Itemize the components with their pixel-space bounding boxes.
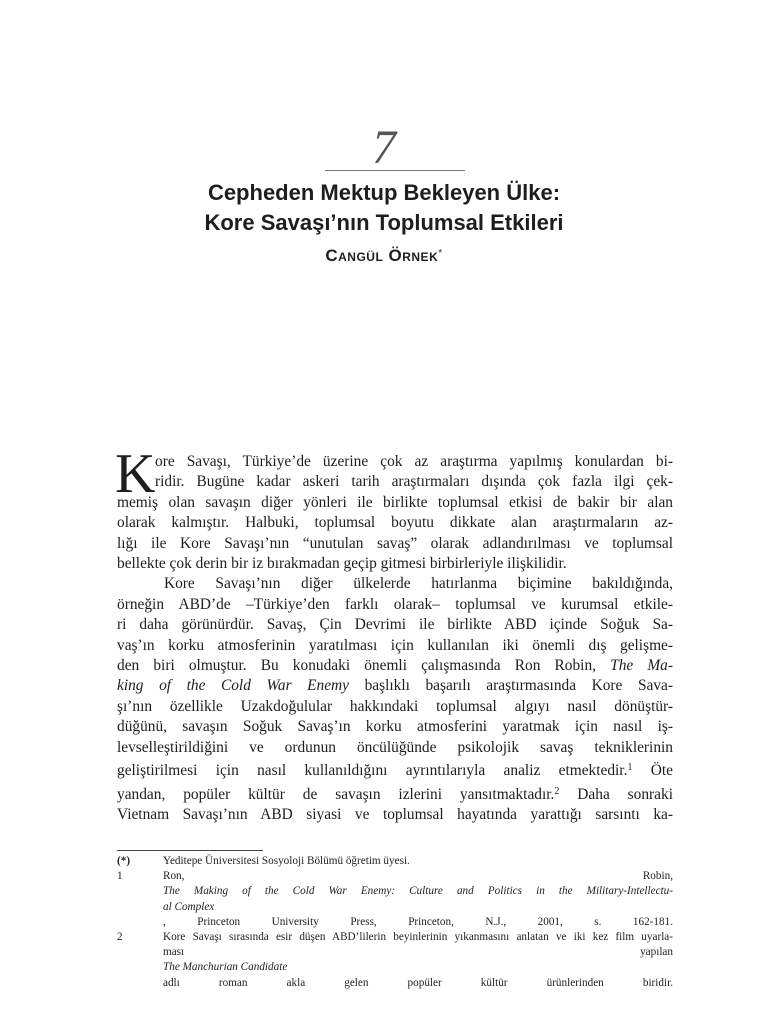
paragraph-1-line-1: ore Savaşı, Türkiye’de üzerine çok az araştırma yapılmış konulardan bi- [155, 453, 673, 470]
line-text: yandan, popüler kültür de savaşın izlerini yansıtmaktadır. [117, 785, 555, 803]
footnote-mark: (*) [117, 855, 131, 867]
footnote-body [163, 930, 673, 991]
paragraph-2-line-9: levselleştirildiğini ve ordunun öncülüğünde psikolojik savaş tekniklerinin [117, 738, 673, 756]
line-text: Daha sonraki [559, 785, 673, 803]
paragraph-2-line-2: örneğin ABD’de –Türkiye’den farklı olarak– toplumsal ve kurumsal etkile- [117, 595, 673, 613]
footnote-mark: 2 [117, 931, 123, 944]
author-name: Cangül Örnek [325, 246, 439, 265]
footnote-1 [117, 869, 673, 930]
line-text: geliştirilmesi için nasıl kullanıldığını ayrıntılarıyla analiz etmektedir. [117, 762, 628, 780]
paragraph-2-line-11 [117, 782, 673, 805]
paragraph-2-line-4: vaş’ın korku atmosferinin yaratılması için kullanılan iki önemli dış gelişme- [117, 636, 673, 654]
footnote-line [163, 945, 673, 991]
paragraph-2-line-8: düğünü, savaşın Soğuk Savaş’ın korku atmosferini yaratmak için nasıl iş- [117, 718, 673, 736]
footnote-ref-2: 2 [554, 785, 560, 797]
chapter-title-line-1: Cepheden Mektup Bekleyen Ülke: [207, 180, 561, 205]
paragraph-1-line-4: olarak kalmıştır. Halbuki, toplumsal boyutu dikkate alan araştırmaların az- [117, 514, 673, 532]
footnote-body [163, 869, 673, 930]
footnote-line [163, 869, 673, 899]
chapter-number: 7 [372, 121, 396, 174]
paragraph-2-line-10 [117, 758, 673, 781]
line-text: başlıklı başarılı araştırmasında Kore Sava- [349, 677, 673, 695]
chapter-number-rule [325, 170, 465, 171]
line-text: den biri olmuştur. Bu konudaki önemli çalışmasında Ron Robin, [117, 657, 611, 675]
line-text: Ron, Robin, [163, 870, 673, 883]
author-byline [0, 246, 768, 266]
footnote-2 [117, 930, 673, 991]
footnote-rule [117, 850, 263, 851]
footnote-mark: 1 [117, 870, 123, 883]
chapter-title [0, 178, 768, 238]
paragraph-2-line-6 [117, 676, 673, 696]
chapter-title-line-2: Kore Savaşı’nın Toplumsal Etkileri [204, 210, 564, 235]
line-text: adlı roman akla gelen popüler kültür ürünlerinden biridir. [163, 976, 673, 989]
paragraph-1-line-3: memiş olan savaşın diğer yönleri ile birlikte toplumsal etkisi de bakir bir alan [117, 493, 673, 511]
book-title-italic: The Manchurian Candidate [163, 961, 288, 974]
paragraph-2-line-12: Vietnam Savaşı’nın ABD siyasi ve toplumsal hayatında yarattığı sarsıntı ka- [117, 805, 673, 823]
paragraph-1-line-2: ridir. Bugüne kadar askeri tarih araştırmaları dışında çok fazla ilgi çek- [155, 473, 673, 491]
paragraph-2-line-1: Kore Savaşı’nın diğer ülkelerde hatırlanma biçimine bakıldığında, [164, 575, 673, 593]
book-title-italic: king of the Cold War Enemy [117, 677, 349, 695]
paragraph-1-line-5: lığı ile Kore Savaşı’nın “unutulan savaş” olarak adlandırılması ve toplumsal [117, 534, 673, 552]
book-title-italic: The Making of the Cold War Enemy: Culture and Politics in the Military-Intellectu- [163, 885, 673, 898]
paragraph-1-line-6: bellekte çok derin bir iz bırakmadan geçip gitmesi birbirleriyle ilişkilidir. [117, 555, 567, 573]
book-title-italic: The Ma- [610, 657, 674, 675]
drop-cap: K [115, 443, 156, 505]
footnote-line [163, 900, 673, 930]
line-text: , Princeton University Press, Princeton, N.J., 2001, s. 162-181. [163, 915, 673, 928]
paragraph-2-line-7: şı’nın özellikle Uzakdoğulular hakkındaki toplumsal algıyı nasıl dönüştür- [117, 697, 673, 715]
paragraph-2-line-5 [117, 656, 673, 676]
book-title-italic: al Complex [163, 900, 215, 913]
line-text: Öte [632, 762, 673, 780]
footnote-author [117, 854, 673, 869]
footnotes [117, 854, 673, 991]
footnote-body [163, 854, 673, 869]
paragraph-2-line-3: ri daha görünürdür. Savaş, Çin Devrimi ile birlikte ABD içinde Soğuk Sa- [117, 616, 673, 634]
line-text: ması yapılan [163, 946, 673, 959]
footnote-ref-1: 1 [627, 762, 633, 774]
author-footnote-mark: * [438, 248, 443, 259]
footnote-line: Kore Savaşı sırasında esir düşen ABD’lilerin beyinlerinin yıkanmasını anlatan ve iki kez film uyarla- [163, 931, 673, 944]
footnote-line: Yeditepe Üniversitesi Sosyoloji Bölümü öğretim üyesi. [163, 855, 410, 867]
body-text [115, 443, 674, 825]
